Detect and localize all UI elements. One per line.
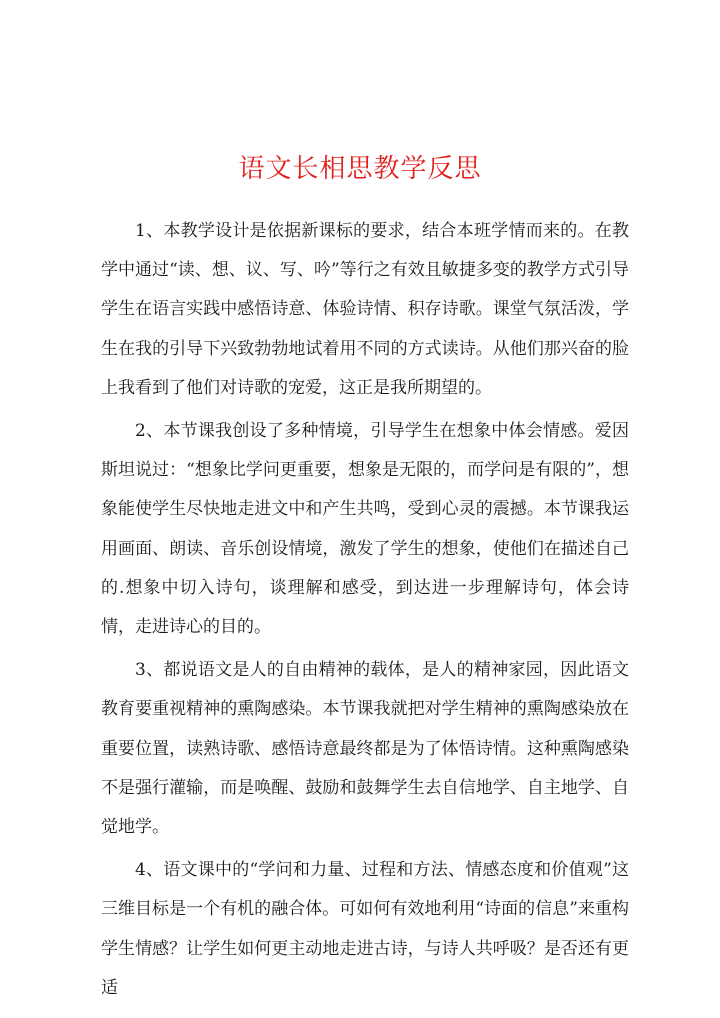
paragraph-3: 3、都说语文是人的自由精神的载体，是人的精神家园，因此语文教育要重视精神的熏陶感染。本节课我就把对学生精神的熏陶感染放在重要位置，读熟诗歌、感悟诗意最终都是为了体悟诗情。这种熏陶感染不是强行灌输，而是唤醒、鼓励和鼓舞学生去自信地学、自主地学、自觉地学。 <box>101 660 629 838</box>
document-body <box>101 212 629 1012</box>
paragraph-1: 1、本教学设计是依据新课标的要求，结合本班学情而来的。在教学中通过“读、想、议、写、吟”等行之有效且敏捷多变的教学方式引导学生在语言实践中感悟诗意、体验诗情、积存诗歌。课堂气氛活泼，学生在我的引导下兴致勃勃地试着用不同的方式读诗。从他们那兴奋的脸上我看到了他们对诗歌的宠爱，这正是我所期望的。 <box>101 221 629 398</box>
document-title: 语文长相思教学反思 <box>238 154 482 184</box>
paragraph-4: 4、语文课中的“学问和力量、过程和方法、情感态度和价值观”这三维目标是一个有机的融合体。可如何有效地利用“诗面的信息”来重构学生情感？让学生如何更主动地走进古诗，与诗人共呼吸？是否还有更适 <box>101 860 629 998</box>
paragraph-2: 2、本节课我创设了多种情境，引导学生在想象中体会情感。爱因斯坦说过：“想象比学问更重要，想象是无限的，而学问是有限的”，想象能使学生尽快地走进文中和产生共鸣，受到心灵的震撼。本节课我运用画面、朗读、音乐创设情境，激发了学生的想象，使他们在描述自己的.想象中切入诗句，谈理解和感受，到达进一步理解诗句，体会诗情，走进诗心的目的。 <box>101 421 629 638</box>
